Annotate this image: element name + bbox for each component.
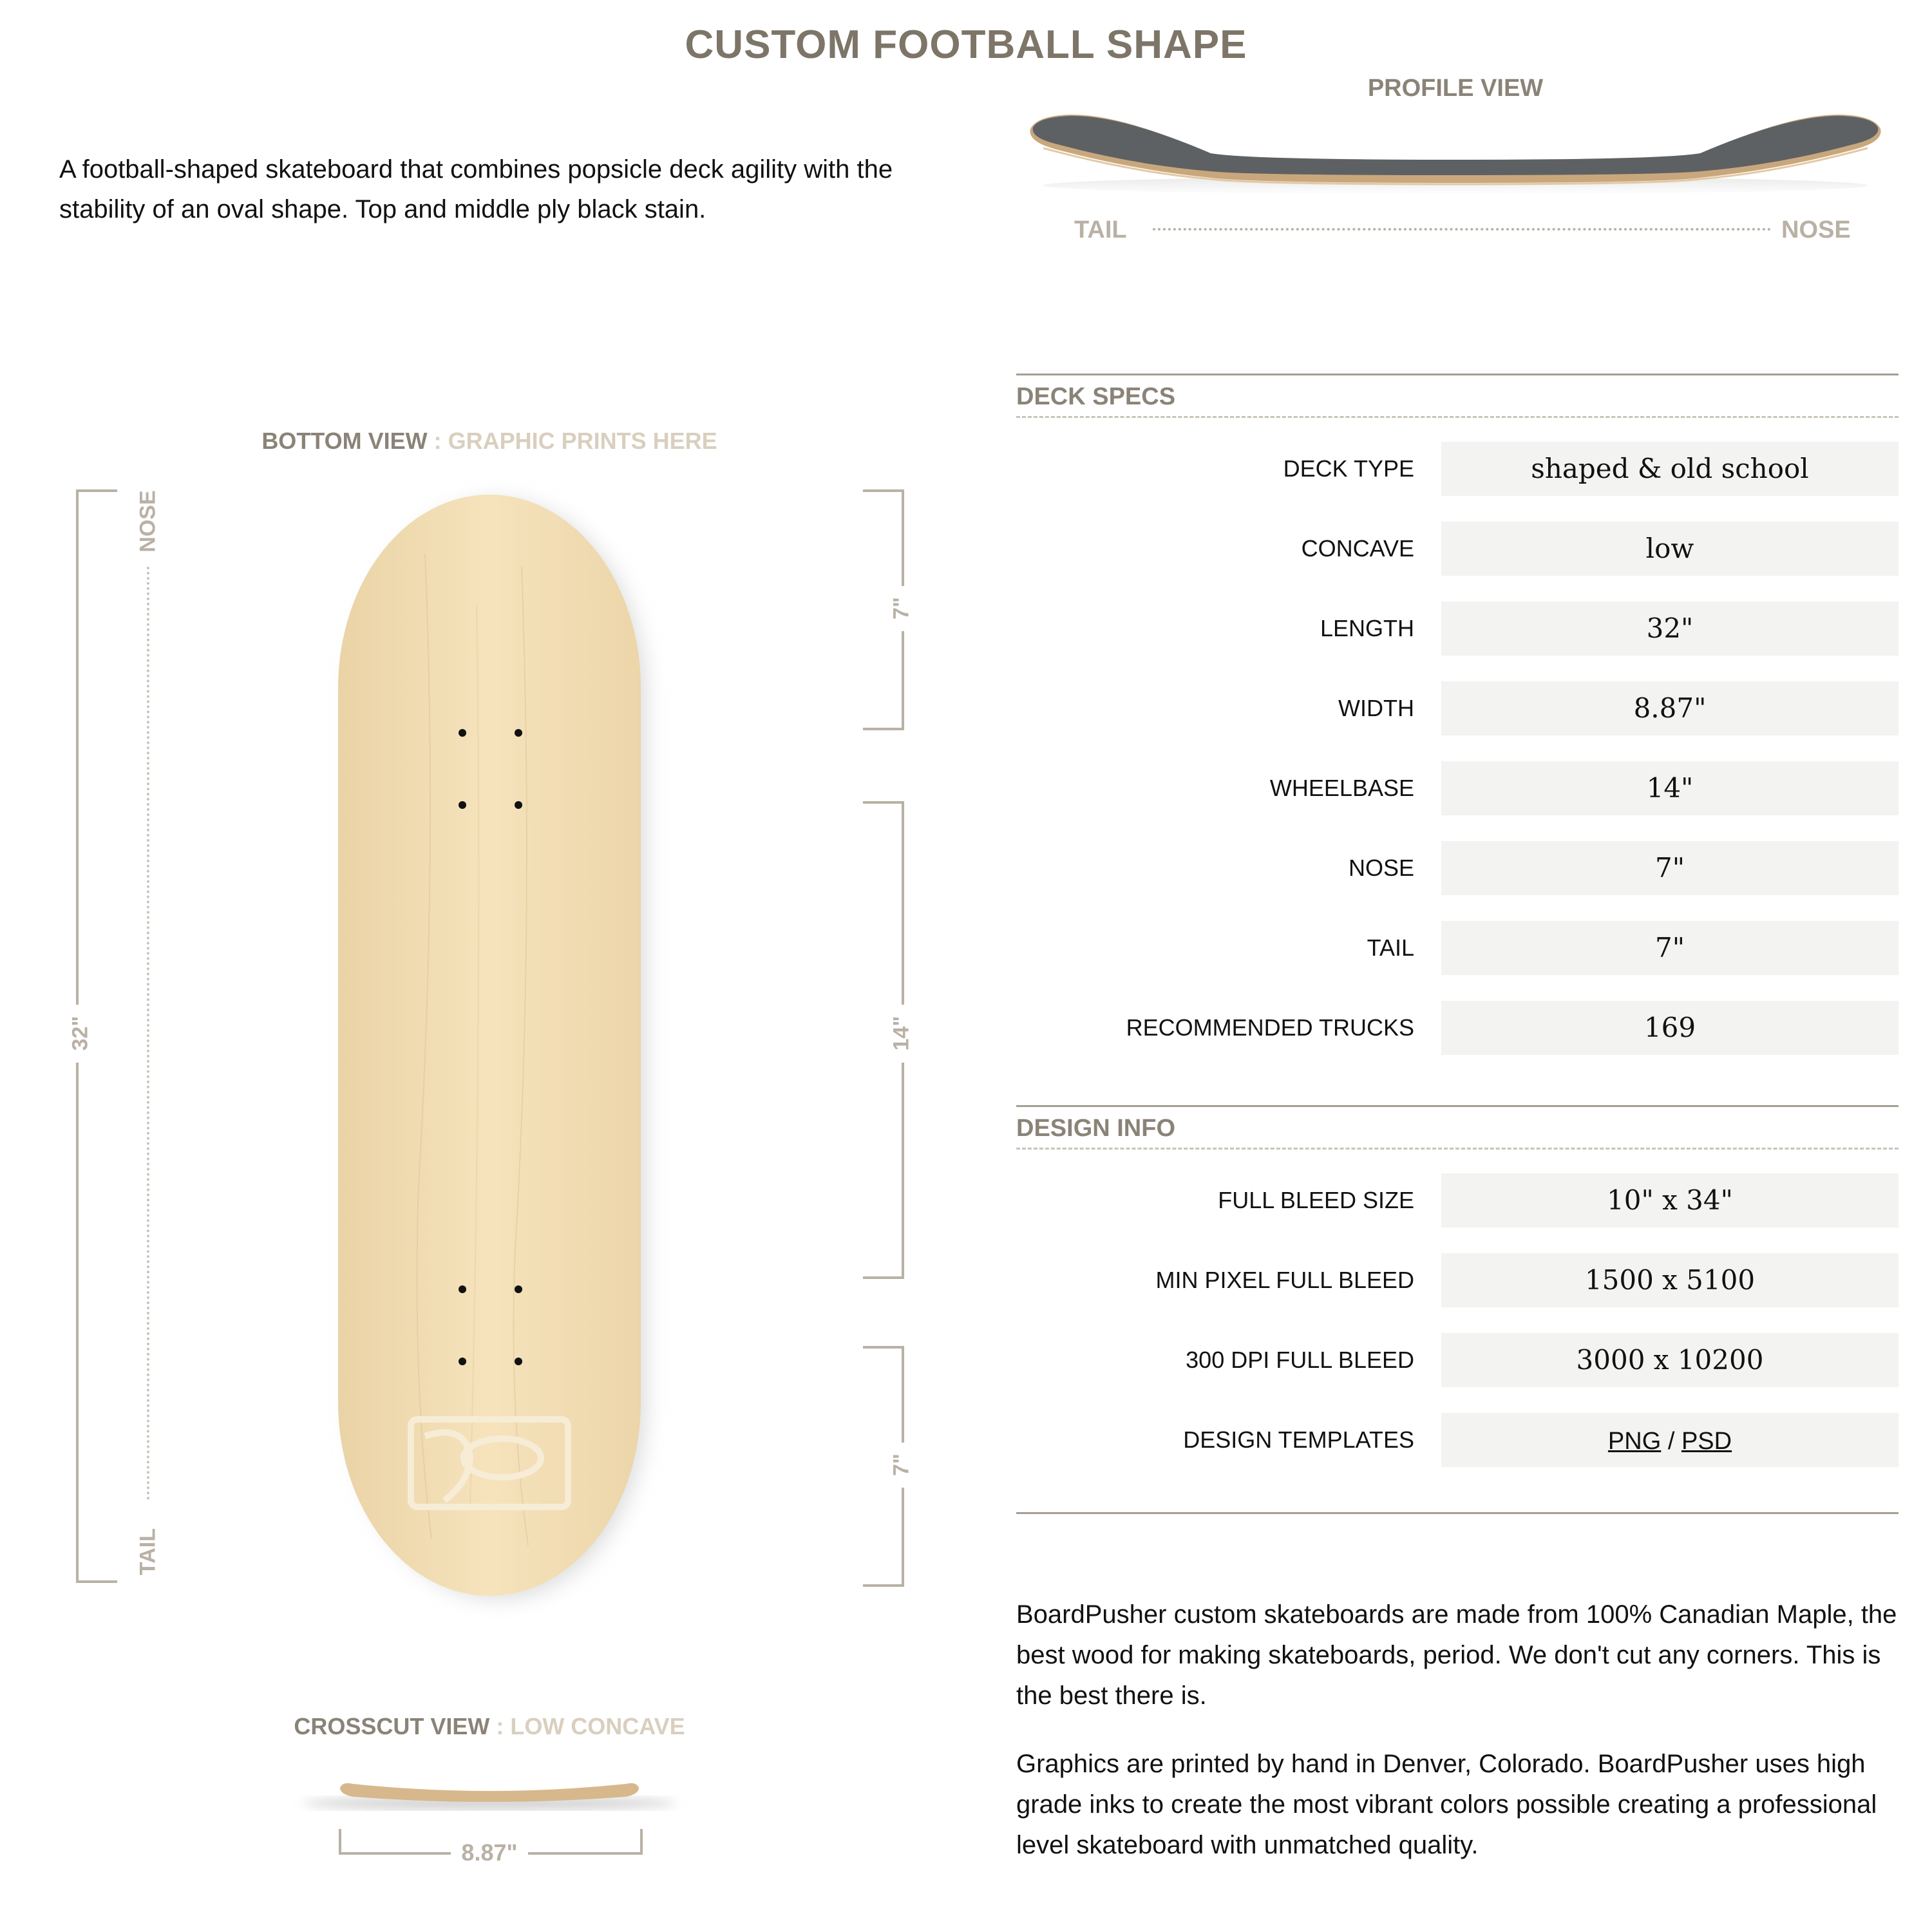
spec-row: [1016, 761, 1899, 815]
design-value: 10" x 34": [1441, 1173, 1899, 1227]
bottom-dotted-line: [147, 567, 149, 1501]
png-template-link[interactable]: PNG: [1607, 1428, 1662, 1455]
spec-key: CONCAVE: [1301, 535, 1414, 562]
design-key: 300 DPI FULL BLEED: [1186, 1347, 1414, 1373]
page-title: CUSTOM FOOTBALL SHAPE: [685, 23, 1247, 67]
spec-key: TAIL: [1367, 934, 1414, 961]
design-key: MIN PIXEL FULL BLEED: [1155, 1267, 1414, 1293]
spec-value: 8.87": [1441, 681, 1899, 735]
spec-key: LENGTH: [1320, 615, 1414, 641]
crosscut-width-label: 8.87": [461, 1839, 518, 1866]
deck-specs-header: [1016, 374, 1899, 418]
bottom-view-subtitle: : GRAPHIC PRINTS HERE: [427, 428, 717, 454]
design-row: [1016, 1333, 1899, 1387]
spec-key: WHEELBASE: [1269, 775, 1414, 801]
crosscut-view-title: CROSSCUT VIEW: [294, 1713, 490, 1739]
wheelbase-dimension-label: 14": [889, 1016, 914, 1051]
bottom-view-title: BOTTOM VIEW: [261, 428, 428, 454]
spec-value: 7": [1441, 841, 1899, 895]
spec-value: shaped & old school: [1441, 442, 1899, 496]
spec-value: 32": [1441, 601, 1899, 656]
templates-separator: /: [1661, 1428, 1681, 1455]
psd-template-link[interactable]: PSD: [1681, 1428, 1732, 1455]
spec-row: [1016, 841, 1899, 895]
spec-row: [1016, 601, 1899, 656]
spec-value: 7": [1441, 921, 1899, 975]
spec-key: DECK TYPE: [1283, 455, 1414, 482]
profile-tail-label: TAIL: [1074, 216, 1127, 243]
bottom-nose-label: NOSE: [135, 490, 160, 553]
tail-dimension-label: 7": [889, 1453, 914, 1477]
materials-paragraph: BoardPusher custom skateboards are made from 100% Canadian Maple, the best wood for making skateboards, period. We don't cut any corners. This is the best there is.: [1016, 1600, 1897, 1710]
crosscut-deck-image: [283, 1765, 696, 1823]
spec-key: WIDTH: [1338, 695, 1414, 721]
spec-key: RECOMMENDED TRUCKS: [1126, 1014, 1414, 1041]
design-row: [1016, 1253, 1899, 1307]
design-key: FULL BLEED SIZE: [1218, 1187, 1414, 1213]
spec-value: 14": [1441, 761, 1899, 815]
bottom-view-label: [129, 428, 850, 455]
spec-row: [1016, 1001, 1899, 1055]
profile-nose-label: NOSE: [1781, 216, 1851, 243]
nose-dimension-label: 7": [889, 596, 914, 620]
design-templates-key: DESIGN TEMPLATES: [1183, 1426, 1414, 1453]
design-templates-value: [1441, 1413, 1899, 1467]
spec-row: [1016, 522, 1899, 576]
bottom-view-deck-image: [309, 477, 670, 1623]
product-description: A football-shaped skateboard that combines popsicle deck agility with the stability of an oval shape. Top and middle ply black stain.: [59, 155, 893, 223]
length-dimension-label: 32": [68, 1016, 93, 1051]
crosscut-view-subtitle: : LOW CONCAVE: [489, 1713, 685, 1739]
design-value: 3000 x 10200: [1441, 1333, 1899, 1387]
design-info-heading: DESIGN INFO: [1016, 1115, 1176, 1142]
deck-specs-heading: DECK SPECS: [1016, 383, 1176, 410]
bottom-tail-label: TAIL: [135, 1528, 160, 1576]
spec-value: low: [1441, 522, 1899, 576]
spec-row: [1016, 921, 1899, 975]
spec-row: [1016, 681, 1899, 735]
profile-dotted-line: [1153, 228, 1771, 231]
design-value: 1500 x 5100: [1441, 1253, 1899, 1307]
profile-view-label: PROFILE VIEW: [1367, 75, 1544, 102]
spec-key: NOSE: [1348, 855, 1414, 881]
spec-value: 169: [1441, 1001, 1899, 1055]
profile-view-deck-image: [1018, 103, 1893, 200]
printing-paragraph: Graphics are printed by hand in Denver, Colorado. BoardPusher uses high grade inks to create the most vibrant colors possible creating a professional level skateboard with unmatched quality.: [1016, 1750, 1877, 1859]
specs-bottom-rule: [1016, 1512, 1899, 1514]
design-row: [1016, 1173, 1899, 1227]
design-templates-row: [1016, 1413, 1899, 1467]
crosscut-view-label: [193, 1713, 786, 1740]
design-info-header: [1016, 1105, 1899, 1150]
spec-row: [1016, 442, 1899, 496]
